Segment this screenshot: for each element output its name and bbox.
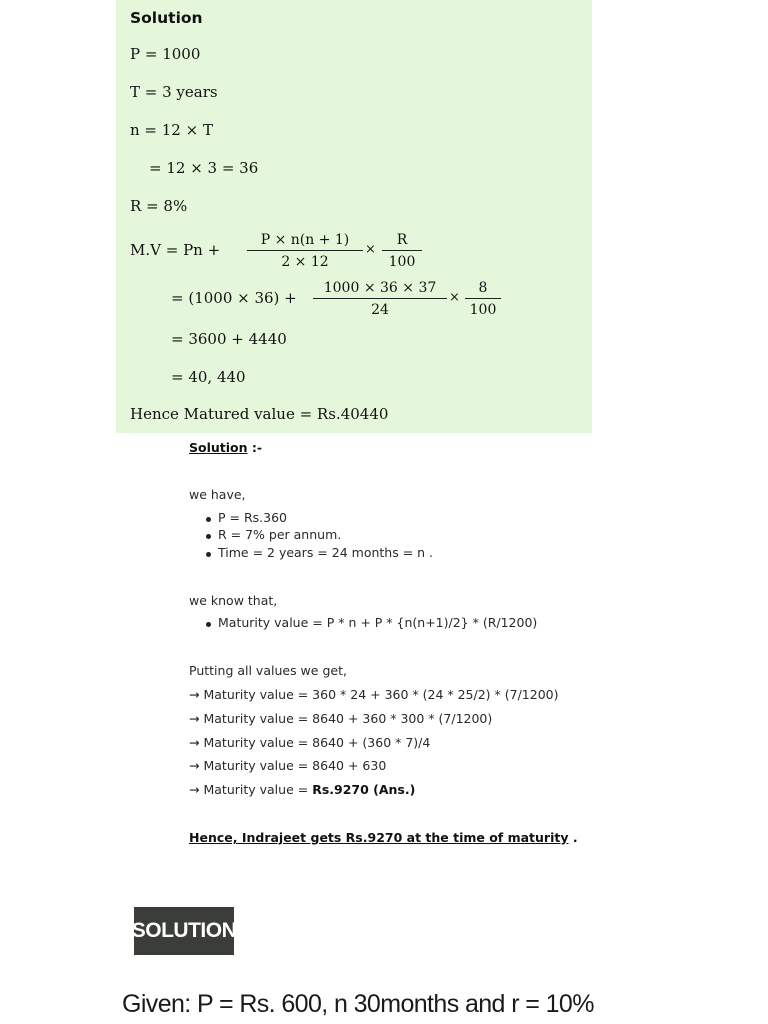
final-answer: Rs.9270 (Ans.) [312,782,416,797]
arrow-icon: → [189,735,200,750]
step-text: Maturity value = 8640 + 360 * 300 * (7/1200) [203,711,493,726]
arrow-icon: → [189,758,200,773]
step-text: Maturity value = 8640 + 630 [203,758,387,773]
final-step-line [189,782,415,797]
substitution-fraction-2 [465,280,501,318]
step-line [189,758,386,773]
mv-formula-lhs: M.V = Pn + [130,241,221,259]
fraction-denominator: 24 [371,302,389,318]
final-step-prefix: Maturity value = [203,782,313,797]
fraction-numerator: 8 [478,280,488,296]
conclusion-line-2 [189,830,578,845]
bullet-dot [206,622,211,627]
given-item: R = 7% per annum. [218,527,342,542]
step-line [189,687,558,702]
heading-suffix: :- [247,440,263,455]
mv-fraction-1 [247,232,363,270]
fraction-numerator: 1000 × 36 × 37 [323,280,437,296]
conclusion-suffix: . [568,830,578,845]
step-line [189,711,492,726]
given-values-line: Given: P = Rs. 600, n 30months and r = 10% [122,990,594,1018]
fraction-denominator: 100 [388,254,416,270]
arrow-icon: → [189,687,200,702]
conclusion-line: Hence Matured value = Rs.40440 [130,405,389,423]
step-text: Maturity value = 360 * 24 + 360 * (24 * 25/2) * (7/1200) [203,687,559,702]
given-item: Time = 2 years = 24 months = n . [218,545,434,560]
bullet-dot [206,552,211,557]
n-calc-line: = 12 × 3 = 36 [149,159,259,177]
substitution-lhs: = (1000 × 36) + [171,289,297,307]
solution-heading-text: Solution [189,440,248,455]
substitution-fraction-1 [313,280,447,318]
principal-line: P = 1000 [130,45,201,63]
bullet-dot [206,517,211,522]
we-have-text: we have, [189,487,246,502]
fraction-numerator: P × n(n + 1) [260,232,350,248]
text-solution-panel [0,433,768,873]
we-know-text: we know that, [189,593,278,608]
result-line: = 40, 440 [171,368,246,386]
putting-values-text: Putting all values we get, [189,663,347,678]
bullet-dot [206,534,211,539]
solution-heading: Solution [130,9,203,27]
multiply-sign: × [449,290,460,305]
rate-line: R = 8% [130,197,188,215]
time-line: T = 3 years [130,83,218,101]
fraction-denominator: 2 × 12 [281,254,329,270]
formula-item: Maturity value = P * n + P * {n(n+1)/2} * (R/1200) [218,615,538,630]
solution-badge: SOLUTION [134,907,234,955]
given-item: P = Rs.360 [218,510,287,525]
step-line [189,735,430,750]
fraction-numerator: R [396,232,408,248]
n-formula-line: n = 12 × T [130,121,213,139]
solution-heading-2 [189,440,262,455]
arrow-icon: → [189,782,200,797]
multiply-sign: × [365,242,376,257]
mv-fraction-2 [382,232,422,270]
conclusion-text: Hence, Indrajeet gets Rs.9270 at the time of maturity [189,830,569,845]
fraction-denominator: 100 [469,302,497,318]
sum-line: = 3600 + 4440 [171,330,287,348]
arrow-icon: → [189,711,200,726]
step-text: Maturity value = 8640 + (360 * 7)/4 [203,735,431,750]
math-solution-panel [116,0,592,433]
